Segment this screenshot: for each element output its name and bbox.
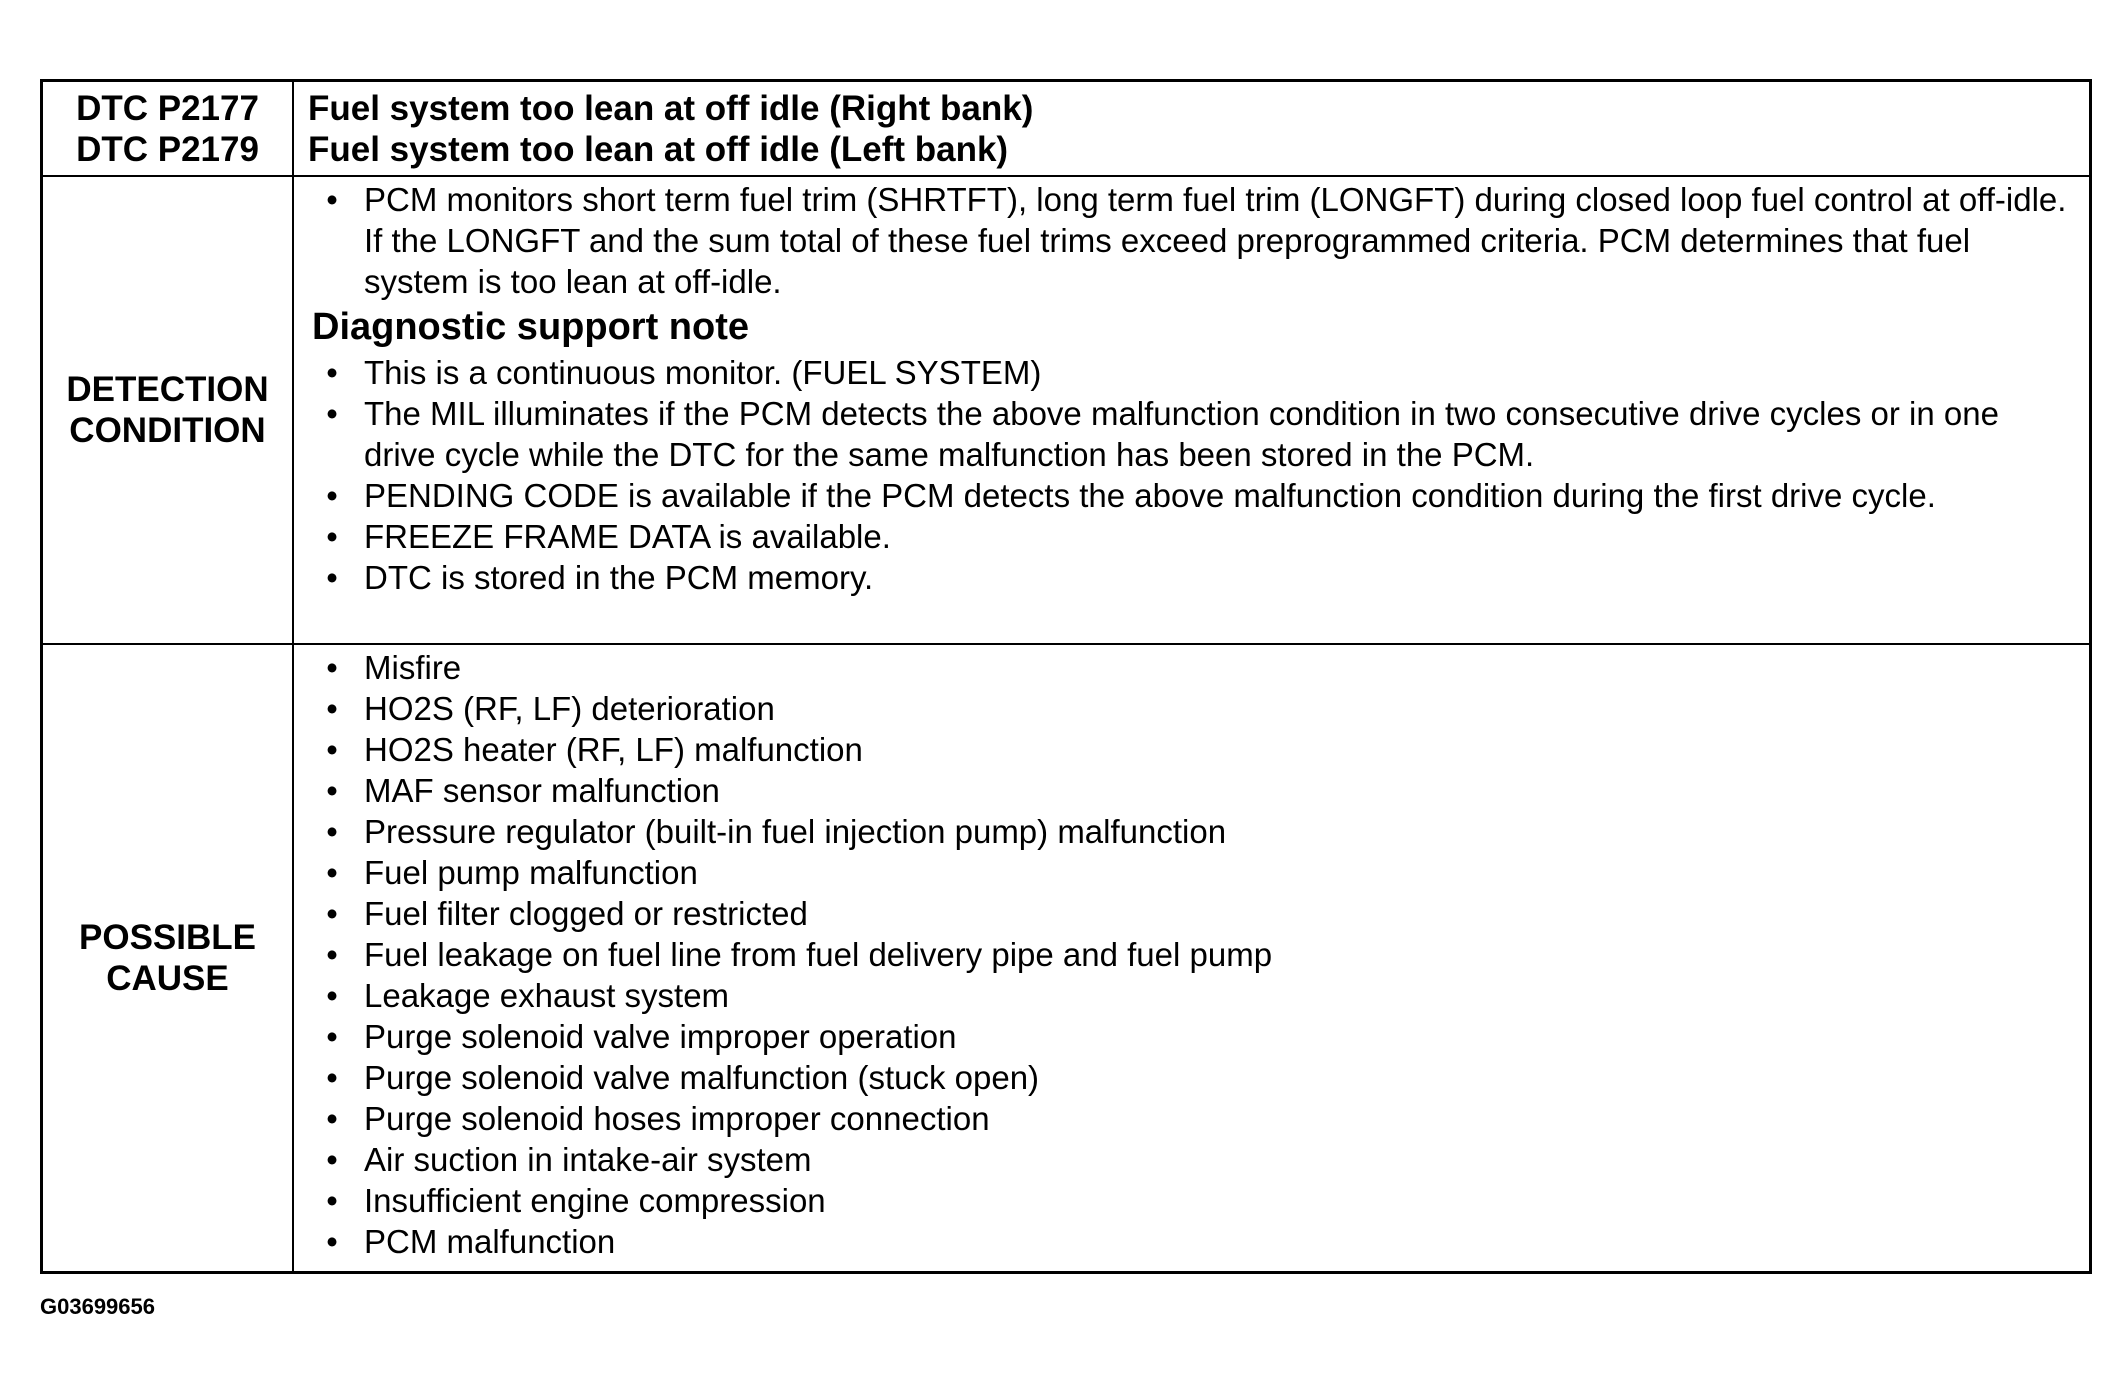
figure-code: G03699656 bbox=[40, 1294, 155, 1319]
list-item bbox=[312, 516, 2079, 557]
list-item-text: Fuel pump malfunction bbox=[364, 854, 698, 891]
list-item bbox=[312, 811, 2079, 852]
detection-intro-list bbox=[312, 179, 2079, 302]
list-item-text: FREEZE FRAME DATA is available. bbox=[364, 518, 891, 555]
list-item-text: HO2S (RF, LF) deterioration bbox=[364, 690, 775, 727]
bullet-icon: • bbox=[326, 559, 338, 596]
list-item-text: Purge solenoid valve improper operation bbox=[364, 1018, 957, 1055]
row-label-line: DETECTION bbox=[66, 370, 269, 409]
possible-cause-label bbox=[43, 645, 294, 1271]
list-item-text: Purge solenoid hoses improper connection bbox=[364, 1100, 990, 1137]
bullet-icon: • bbox=[326, 354, 338, 391]
dtc-code: DTC P2177 bbox=[76, 88, 259, 128]
bullet-icon: • bbox=[326, 1223, 338, 1260]
list-item bbox=[312, 893, 2079, 934]
bullet-icon: • bbox=[326, 731, 338, 768]
list-item bbox=[312, 475, 2079, 516]
list-item bbox=[312, 647, 2079, 688]
list-item-text: Fuel filter clogged or restricted bbox=[364, 895, 808, 932]
dtc-code-cell bbox=[43, 82, 294, 177]
detection-condition-label bbox=[43, 177, 294, 645]
possible-cause-content bbox=[294, 645, 2089, 1271]
dtc-description-cell bbox=[294, 82, 2089, 177]
dtc-code: DTC P2179 bbox=[76, 129, 259, 169]
list-item-text: PCM monitors short term fuel trim (SHRTFT), long term fuel trim (LONGFT) during closed loop fuel control at off-idle. If the LONGFT and the sum total of these fuel trims exceed preprogrammed criteria. PCM determines that fuel system is too lean at off-idle. bbox=[364, 181, 2067, 300]
dtc-description: Fuel system too lean at off idle (Right bank) bbox=[308, 89, 1034, 128]
list-item bbox=[312, 688, 2079, 729]
list-item-text: HO2S heater (RF, LF) malfunction bbox=[364, 731, 863, 768]
dtc-description: Fuel system too lean at off idle (Left bank) bbox=[308, 130, 1009, 169]
list-item-text: Purge solenoid valve malfunction (stuck open) bbox=[364, 1059, 1040, 1096]
list-item-text: Insufficient engine compression bbox=[364, 1182, 826, 1219]
list-item bbox=[312, 1139, 2079, 1180]
list-item bbox=[312, 729, 2079, 770]
list-item bbox=[312, 393, 2079, 475]
list-item bbox=[312, 975, 2079, 1016]
list-item bbox=[312, 1098, 2079, 1139]
list-item-text: The MIL illuminates if the PCM detects the above malfunction condition in two consecutive drive cycles or in one drive cycle while the DTC for the same malfunction has been stored in the PCM. bbox=[364, 395, 1999, 473]
list-item-text: Leakage exhaust system bbox=[364, 977, 730, 1014]
list-item bbox=[312, 934, 2079, 975]
bullet-icon: • bbox=[326, 181, 338, 218]
list-item bbox=[312, 1057, 2079, 1098]
list-item bbox=[312, 1221, 2079, 1262]
row-label-line: CONDITION bbox=[69, 411, 266, 450]
possible-cause-list bbox=[312, 647, 2079, 1262]
bullet-icon: • bbox=[326, 649, 338, 686]
list-item-text: Misfire bbox=[364, 649, 462, 686]
diagnostic-note-list bbox=[312, 352, 2079, 598]
bullet-icon: • bbox=[326, 895, 338, 932]
list-item bbox=[312, 1180, 2079, 1221]
list-item bbox=[312, 1016, 2079, 1057]
bullet-icon: • bbox=[326, 772, 338, 809]
list-item bbox=[312, 557, 2079, 598]
list-item bbox=[312, 352, 2079, 393]
detection-condition-content bbox=[294, 177, 2089, 645]
bullet-icon: • bbox=[326, 1018, 338, 1055]
bullet-icon: • bbox=[326, 518, 338, 555]
dtc-table bbox=[40, 79, 2092, 1274]
bullet-icon: • bbox=[326, 813, 338, 850]
list-item bbox=[312, 179, 2079, 302]
bullet-icon: • bbox=[326, 854, 338, 891]
bullet-icon: • bbox=[326, 690, 338, 727]
row-label-line: CAUSE bbox=[106, 959, 229, 998]
row-label-line: POSSIBLE bbox=[79, 918, 256, 957]
list-item bbox=[312, 770, 2079, 811]
bullet-icon: • bbox=[326, 1141, 338, 1178]
bullet-icon: • bbox=[326, 936, 338, 973]
list-item-text: MAF sensor malfunction bbox=[364, 772, 720, 809]
list-item bbox=[312, 852, 2079, 893]
bullet-icon: • bbox=[326, 1059, 338, 1096]
bullet-icon: • bbox=[326, 977, 338, 1014]
list-item-text: Fuel leakage on fuel line from fuel delivery pipe and fuel pump bbox=[364, 936, 1273, 973]
list-item-text: This is a continuous monitor. (FUEL SYSTEM) bbox=[364, 354, 1042, 391]
list-item-text: Air suction in intake-air system bbox=[364, 1141, 812, 1178]
bullet-icon: • bbox=[326, 1100, 338, 1137]
list-item-text: Pressure regulator (built-in fuel injection pump) malfunction bbox=[364, 813, 1227, 850]
bullet-icon: • bbox=[326, 477, 338, 514]
bullet-icon: • bbox=[326, 395, 338, 432]
diagnostic-note-heading: Diagnostic support note bbox=[312, 306, 749, 348]
bullet-icon: • bbox=[326, 1182, 338, 1219]
list-item-text: PCM malfunction bbox=[364, 1223, 616, 1260]
list-item-text: PENDING CODE is available if the PCM detects the above malfunction condition during the first drive cycle. bbox=[364, 477, 1936, 514]
list-item-text: DTC is stored in the PCM memory. bbox=[364, 559, 874, 596]
